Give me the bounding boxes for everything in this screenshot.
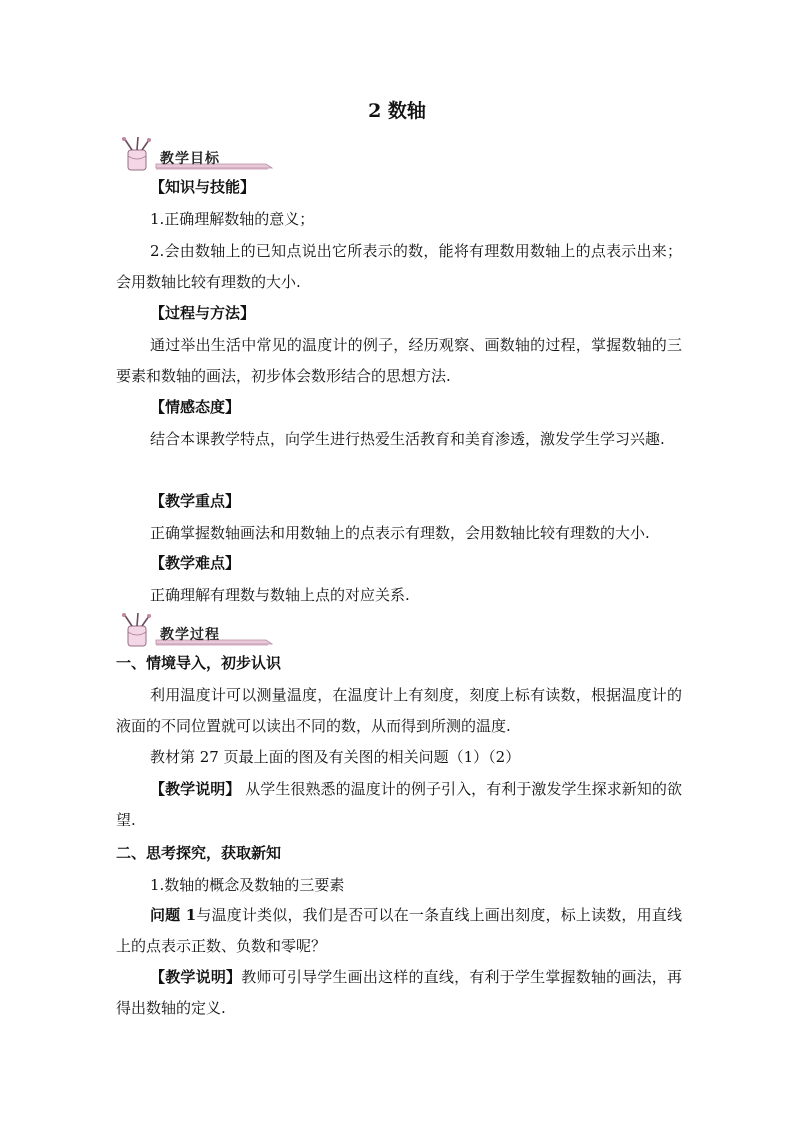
question-label: 问题 1 xyxy=(150,906,197,924)
note-label: 【教学说明】 xyxy=(150,780,241,798)
key-point-text: 正确掌握数轴画法和用数轴上的点表示有理数，会用数轴比较有理数的大小. xyxy=(150,524,650,542)
banner-label-goals: 教学目标 xyxy=(160,151,220,167)
question-text: 与温度计类似，我们是否可以在一条直线上画出刻度，标上读数，用直线上的点表示正数、负数和零呢？ xyxy=(116,906,682,955)
knowledge-item-2: 2.会由数轴上的已知点说出它所表示的数，能将有理数用数轴上的点表示出来；会用数轴比较有理数的大小. xyxy=(116,242,682,291)
difficult-point-label: 【教学难点】 xyxy=(150,554,241,572)
key-point-label: 【教学重点】 xyxy=(150,492,241,510)
knowledge-item-1: 1.正确理解数轴的意义； xyxy=(150,210,315,228)
section-1-paragraph-1: 利用温度计可以测量温度，在温度计上有刻度，刻度上标有读数，根据温度计的液面的不同位置就可以读出不同的数，从而得到所测的温度. xyxy=(116,686,682,735)
method-text: 通过举出生活中常见的温度计的例子，经历观察、画数轴的过程，掌握数轴的三要素和数轴的画法，初步体会数形结合的思想方法. xyxy=(116,336,682,385)
difficult-point-text: 正确理解有理数与数轴上点的对应关系. xyxy=(150,586,410,604)
attitude-label: 【情感态度】 xyxy=(150,398,241,416)
section-2-heading: 二、思考探究，获取新知 xyxy=(116,844,282,862)
method-label: 【过程与方法】 xyxy=(150,304,256,322)
section-banner-goals xyxy=(116,136,276,176)
page-title: 2 数轴 xyxy=(368,100,426,122)
note-text: 从学生很熟悉的温度计的例子引入，有利于激发学生探求新知的欲望. xyxy=(116,780,682,829)
section-2-subheading: 1.数轴的概念及数轴的三要素 xyxy=(150,876,345,894)
question-1 xyxy=(116,900,682,962)
knowledge-label: 【知识与技能】 xyxy=(150,178,256,196)
section-banner-process xyxy=(116,612,276,652)
attitude-text: 结合本课教学特点，向学生进行热爱生活教育和美育渗透，激发学生学习兴趣. xyxy=(150,430,665,448)
note-text: 教师可引导学生画出这样的直线，有利于学生掌握数轴的画法，再得出数轴的定义. xyxy=(116,968,682,1017)
section-1-paragraph-2: 教材第 27 页最上面的图及有关图的相关问题（1）（2） xyxy=(150,748,521,766)
banner-label-process: 教学过程 xyxy=(160,627,220,643)
note-label: 【教学说明】 xyxy=(150,968,242,986)
section-1-note xyxy=(116,774,682,836)
section-1-heading: 一、情境导入，初步认识 xyxy=(116,654,282,672)
section-2-note xyxy=(116,962,682,1024)
